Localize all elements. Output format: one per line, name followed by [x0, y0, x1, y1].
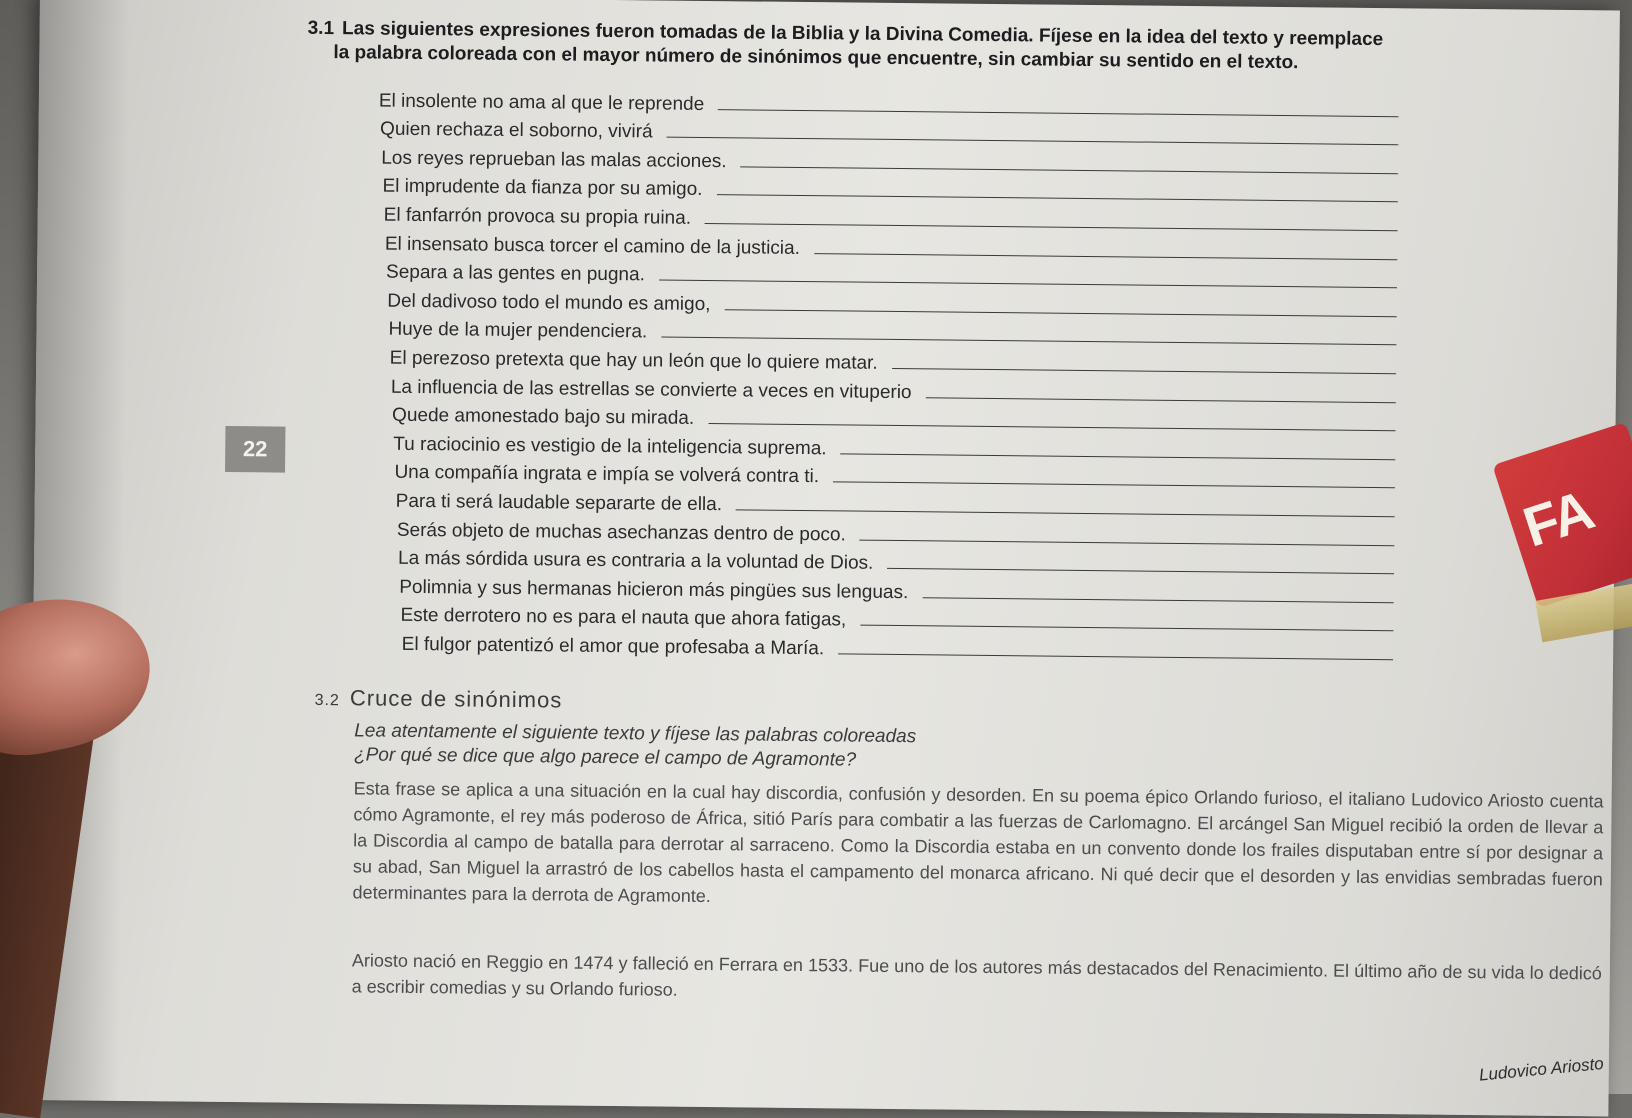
exercise-sentence: La influencia de las estrellas se convierte a veces en vituperio: [390, 376, 912, 403]
exercise-sentence: Una compañía ingrata e impía se volverá contra ti.: [394, 462, 820, 488]
answer-line[interactable]: [926, 397, 1396, 403]
exercise-number: 3.1: [307, 17, 335, 40]
exercise-sentence: Quien rechaza el soborno, vivirá: [379, 118, 653, 143]
answer-line[interactable]: [860, 625, 1393, 632]
section-number: 3.2: [314, 691, 340, 710]
exercise-sentence: Este derrotero no es para el nauta que ahora fatigas,: [400, 605, 847, 631]
exercise-sentence: Del dadivoso todo el mundo es amigo,: [387, 290, 711, 315]
header-line-2: la palabra coloreada con el mayor número de sinónimos que encuentre, sin cambiar su sentido en el texto.: [333, 42, 1299, 74]
exercise-sentence: El perezoso pretexta que hay un león que lo quiere matar.: [389, 347, 878, 374]
answer-line[interactable]: [741, 166, 1399, 174]
answer-line[interactable]: [736, 509, 1395, 517]
instruction-line-1: Lea atentamente el siguiente texto y fíjese las palabras coloreadas: [354, 720, 917, 748]
exercise-sentence: Los reyes reprueban las malas acciones.: [381, 147, 727, 172]
answer-line[interactable]: [841, 453, 1396, 460]
answer-line[interactable]: [724, 309, 1396, 317]
answer-line[interactable]: [860, 539, 1395, 546]
instruction-line-2: ¿Por qué se dice que algo parece el campo de Agramonte?: [353, 744, 857, 771]
answer-line[interactable]: [833, 482, 1395, 489]
exercise-sentence: El insolente no ama al que le reprende: [378, 90, 705, 115]
exercise-sentence: El insensato busca torcer el camino de la justicia.: [384, 233, 801, 259]
worksheet-page: [28, 0, 1619, 1116]
answer-line[interactable]: [892, 368, 1396, 374]
sticker-text: FA: [1515, 477, 1600, 559]
answer-line[interactable]: [708, 423, 1395, 431]
exercise-sentence: La más sórdida usura es contraria a la voluntad de Dios.: [397, 547, 874, 574]
body-paragraph-2: Ariosto nació en Reggio en 1474 y falleció en Ferrara en 1533. Fue uno de los autores más destacados del Renacimiento. El último año de su vida lo dedicó a escribir comedias y su Orlando furioso.: [351, 950, 1602, 1000]
exercise-sentence: Separa a las gentes en pugna.: [385, 261, 646, 286]
exercise-sentence: El fanfarrón provoca su propia ruina.: [383, 204, 692, 229]
section-title-text: Cruce de sinónimos: [349, 685, 563, 713]
exercise-sentence: El fulgor patentizó el amor que profesaba a María.: [401, 633, 825, 660]
header-line-1: Las siguientes expresiones fueron tomadas de la Biblia y la Divina Comedia. Fíjese en la idea del texto y reemplace: [341, 18, 1384, 51]
answer-line[interactable]: [705, 223, 1398, 231]
exercise-sentence: Quede amonestado bajo su mirada.: [391, 404, 695, 429]
exercise-list: [373, 84, 1399, 667]
exercise-sentence: Polimnia y sus hermanas hicieron más pingües sus lenguas.: [399, 576, 909, 603]
exercise-sentence: Tu raciocinio es vestigio de la inteligencia suprema.: [393, 433, 827, 459]
section-instructions: [354, 719, 1254, 776]
page-number-badge: 22: [225, 426, 285, 473]
answer-line[interactable]: [887, 568, 1394, 574]
exercise-sentence: Huye de la mujer pendenciera.: [388, 319, 648, 343]
answer-line[interactable]: [814, 253, 1397, 260]
body-paragraph-1: Esta frase se aplica a una situación en la cual hay discordia, confusión y desorden. En su poema épico Orlando furioso, el italiano Ludovico Ariosto cuenta cómo Agramonte, el rey más poderoso de África, sitió París para combatir a las fuerzas de Carlomagno. El arcángel San Miguel recibió la orden de llevar a la Discordia al campo de batalla para derrotar al sarraceno. Como la Discordia estaba en un convento donde los frailes disputaban entre sí por designar a su abad, San Miguel la arrastró de los cabellos hasta el campamento del monarca africano. Ni qué decir que el desorden y las envidias sembradas fueron determinantes para la derrota de Agramonte.: [352, 778, 1604, 907]
author-caption: Ludovico Ariosto: [1478, 1053, 1605, 1085]
exercise-sentence: Serás objeto de muchas asechanzas dentro de poco.: [396, 519, 846, 545]
section-title: [315, 685, 563, 714]
exercise-sentence: El imprudente da fianza por su amigo.: [382, 175, 703, 201]
answer-line[interactable]: [718, 109, 1399, 117]
answer-line[interactable]: [716, 194, 1397, 202]
exercise-header: [307, 17, 1607, 79]
answer-line[interactable]: [838, 653, 1393, 660]
exercise-sentence: Para ti será laudable separarte de ella.: [395, 490, 723, 516]
answer-line[interactable]: [922, 597, 1393, 603]
